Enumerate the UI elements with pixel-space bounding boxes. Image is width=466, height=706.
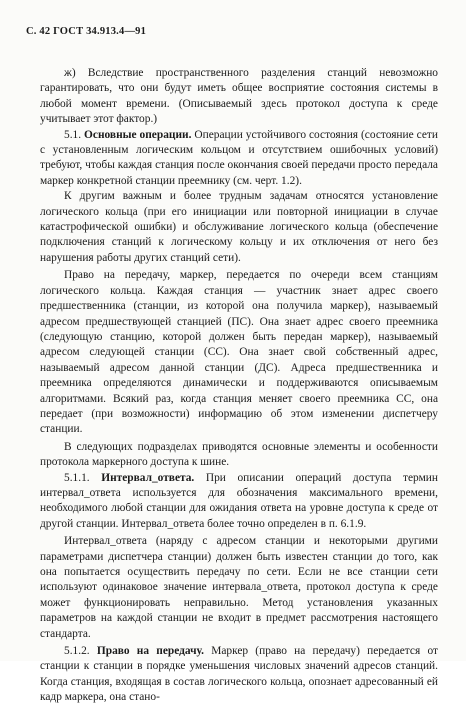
- standard-number: ГОСТ 34.913.4—91: [53, 26, 147, 37]
- page-header: [26, 26, 146, 37]
- paragraph-item-g: [40, 66, 438, 128]
- paragraph-5-1-2: [40, 644, 438, 706]
- paragraph-text: ж) Вследствие пространственного разделения станций невозможно гарантировать, что они будут иметь общее восприятие состояния системы в любой момент времени. (Описываемый здесь протокол доступа к среде учитывает этот фактор.): [40, 67, 438, 126]
- document-body: [40, 66, 438, 706]
- paragraph-5-1-1: [40, 471, 438, 533]
- paragraph-response-window: [40, 534, 438, 642]
- section-number: 5.1.2.: [64, 645, 90, 658]
- section-number: 5.1.: [64, 128, 82, 141]
- paragraph-subsections: [40, 440, 438, 471]
- section-heading: Право на передачу.: [96, 645, 204, 658]
- paragraph-text: В следующих подразделах приводятся основные элементы и особенности протокола маркерного доступа к шине.: [40, 440, 438, 469]
- paragraph-token-pass: [40, 268, 438, 437]
- section-heading: Основные операции.: [84, 128, 192, 141]
- paragraph-5-1: [40, 128, 438, 190]
- paragraph-logical-ring: [40, 189, 438, 266]
- paragraph-text: Интервал_ответа (наряду с адресом станции и некоторыми другими параметрами диспетчера станции) должен быть известен станции до того, как она попытается осуществить передачу по сети. Если не все станции сети используют одинаковое значение интервала_ответа, протокол доступа к среде может функционировать неправильно. Метод установления указанных параметров на каждой станции не входит в предмет рассмотрения настоящего стандарта.: [40, 535, 438, 640]
- paragraph-text: К другим важным и более трудным задачам относятся установление логического кольца (при его инициации или повторной инициации в случае катастрофической ошибки) и обслуживание логического кольца (обеспечение подключения станций к логическому кольцу и их отключения от него без нарушения работы других станций сети).: [40, 190, 438, 264]
- paragraph-text: Операции устойчивого состояния (состояние сети с установленным логическим кольцом и отсутствием ошибочных условий) требуют, чтобы каждая станция после окончания своей передачи просто передала маркер конкретной станции преемнику (см. черт. 1.2).: [40, 128, 438, 187]
- section-number: 5.1.1.: [64, 471, 90, 484]
- page-reference: С. 42: [26, 26, 51, 37]
- paragraph-text: Право на передачу, маркер, передается по очереди всем станциям логического кольца. Каждая станция — участник знает адрес своего предшественника (станции, из которой она получила маркер), называемый адресом предшествующей станцией (ПС). Она знает адрес своего преемника (следующую станцию, которой должен быть передан маркер), называемый адресом следующей станции (СС). Она знает свой собственный адрес, называемый адресом данной станции (ДС). Адреса предшественника и преемника определяются динамически и поддерживаются описываемым алгоритмами. Всякий раз, когда станция меняет своего преемника СС, она передает (при возможности) информацию об этом изменении диспетчеру станции.: [40, 269, 438, 436]
- paragraph-text: При описании операций доступа термин интервал_ответа используется для обозначения максимального времени, необходимого любой станции для ожидания ответа на уровне доступа к среде от другой станции. Интервал_ответа более точно определен в п. 6.1.9.: [40, 471, 438, 530]
- paragraph-text: Маркер (право на передачу) передается от станции к станции в порядке уменьшения числовых значений адресов станций. Когда станция, входящая в состав логического кольца, опознает адресованный ей кадр маркера, она стано-: [40, 645, 438, 704]
- section-heading: Интервал_ответа.: [101, 471, 195, 484]
